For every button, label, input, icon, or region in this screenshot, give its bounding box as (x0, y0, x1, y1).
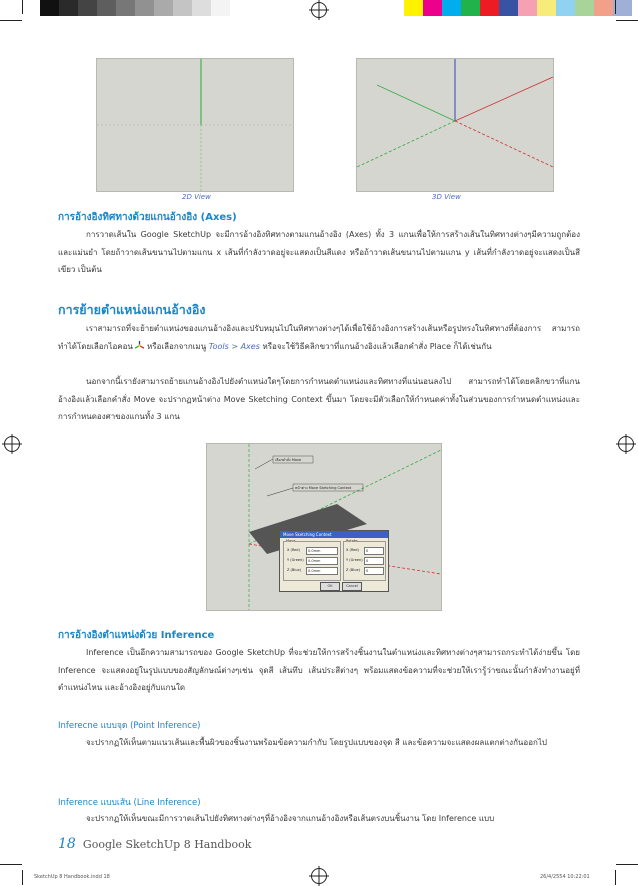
color-swatch (135, 0, 154, 16)
color-swatch (59, 0, 78, 16)
rotate-z-input[interactable]: 0 (364, 567, 384, 575)
process-color-bar (404, 0, 632, 16)
move-z-input[interactable]: 0.0mm (306, 567, 338, 575)
color-swatch (423, 0, 442, 16)
color-swatch (173, 0, 192, 16)
slug-date-info: 26/4/2554 10:22:01 (540, 874, 590, 880)
color-swatch (78, 0, 97, 16)
color-swatch (480, 0, 499, 16)
move-y-label: Y (Green) (287, 558, 304, 562)
section-heading-move-axes: การย้ายตำแหน่งแกนอ้างอิง (58, 302, 206, 317)
rotate-z-label: Z (Blue) (346, 568, 360, 572)
move-z-label: Z (Blue) (287, 568, 301, 572)
crop-mark (22, 0, 23, 14)
slug-file-info: SketchUp 8 Handbook.indd 18 (34, 874, 110, 880)
color-swatch (537, 0, 556, 16)
crop-mark (22, 870, 23, 885)
color-swatch (575, 0, 594, 16)
rotate-x-label: X (Red) (346, 548, 359, 552)
dialog-title: Move Sketching Context (280, 531, 388, 538)
move-y-input[interactable]: 0.0mm (306, 557, 338, 565)
rotate-y-input[interactable]: 0 (364, 557, 384, 565)
color-swatch (40, 0, 59, 16)
registration-mark-icon (311, 868, 327, 884)
color-swatch (97, 0, 116, 16)
grayscale-color-bar (40, 0, 230, 16)
color-swatch (594, 0, 613, 16)
section-heading-inference: การอ้างอิงตำแหน่งด้วย Inference (58, 630, 215, 641)
figure-caption-2d: 2D View (182, 193, 211, 201)
figure-2d-view (96, 58, 294, 192)
rotate-x-input[interactable]: 0 (364, 547, 384, 555)
rotate-y-label: Y (Green) (346, 558, 363, 562)
move-x-input[interactable]: 0.0mm (306, 547, 338, 555)
color-swatch (461, 0, 480, 16)
paragraph-move-axes-1: เราสามารถที่จะย้ายตำแหน่งของแกนอ้างอิงและปรับหมุนไปในทิศทางต่างๆได้เพื่อใช้อ้างอิงการสร้างเส้นหรือรูปทรงในทิศทางที่ต้องการ สามารถทำได้โดยเลือกไอคอน หรือเลือกจากเมนู Tools > Axes หรือจะใช้วิธีคลิกขวาที่แกนอ้างอิงแล้วเลือกคำสั่ง Place ก็ได้เช่นกัน (58, 324, 580, 351)
color-swatch (518, 0, 537, 16)
figure-move-sketching-context (206, 443, 442, 611)
color-swatch (211, 0, 230, 16)
crop-mark (615, 0, 616, 14)
crop-mark (615, 870, 616, 885)
color-swatch (154, 0, 173, 16)
subheading-point-inference: Inferecne แบบจุด (Point Inference) (58, 721, 201, 731)
rotate-group: Rotate X (Red) 0 Y (Green) 0 Z (Blue) 0 (343, 541, 386, 581)
crop-mark (616, 20, 638, 21)
color-swatch (116, 0, 135, 16)
paragraph-point-inference: จะปรากฏให้เห็นตามแนวเส้นและพื้นผิวของชิ้นงานพร้อมข้อความกำกับ โดยรูปแบบของจุด สี และข้อความจะแสดงผลแตกต่างกันออกไป (86, 738, 547, 747)
ok-button[interactable]: OK (320, 582, 340, 591)
menu-path-tools-axes: Tools > Axes (208, 341, 260, 351)
book-title: Google SketchUp 8 Handbook (82, 838, 252, 851)
registration-mark-icon (311, 2, 327, 18)
move-x-label: X (Red) (287, 548, 300, 552)
paragraph-inference: Inference เป็นอีกความสามารถของ Google SketchUp ที่จะช่วยให้การสร้างชิ้นงานในตำแหน่งและทิศทางต่างๆสามารถกระทำได้ง่ายขึ้น โดย Inference จะแสดงอยู่ในรูปแบบของสัญลักษณ์ต่างๆเช่น จุดสี เส้นทึบ เส้นประสีต่างๆ พร้อมแสดงข้อความที่จะช่วยให้เรารู้ว่าขณะนั้นกำลังทำงานอยู่ที่ตำแหน่งไหน และอ้างอิงอยู่กับแกนใด (58, 648, 580, 692)
figure-3d-view (356, 58, 554, 192)
color-swatch (442, 0, 461, 16)
page-number: 18 (58, 836, 76, 852)
paragraph-axes: การวาดเส้นใน Google SketchUp จะมีการอ้างอิงทิศทางตามแกนอ้างอิง (Axes) ทั้ง 3 แกนเพื่อให้การสร้างเส้นในทิศทางต่างๆมีความถูกต้องและแม่นยำ โดยถ้าวาดเส้นขนานไปตามแกน x เส้นที่กำลังวาดอยู่จะแสดงเป็นสีแดง หรือถ้าวาดเส้นขนานไปตามแกน y เส้นที่กำลังวาดอยู่จะแสดงเป็นสีเขียว เป็นต้น (58, 230, 580, 274)
crop-mark (616, 864, 638, 865)
color-swatch (499, 0, 518, 16)
color-swatch (404, 0, 423, 16)
registration-mark-icon (618, 436, 634, 452)
axes-3d-graphic (357, 59, 553, 191)
figure-caption-3d: 3D View (432, 193, 461, 201)
registration-mark-icon (4, 436, 20, 452)
section-heading-axes: การอ้างอิงทิศทางด้วยแกนอ้างอิง (Axes) (58, 212, 237, 223)
subheading-line-inference: Inference แบบเส้น (Line Inference) (58, 798, 201, 808)
page-footer (58, 833, 251, 852)
callout-move-window: หน้าต่าง Move Sketching Context (295, 486, 352, 490)
axes-2d-graphic (97, 59, 293, 191)
move-sketching-context-dialog (279, 530, 389, 592)
paragraph-move-axes-2: นอกจากนี้เรายังสามารถย้ายแกนอ้างอิงไปยังตำแหน่งใดๆโดยการกำหนดตำแหน่งและทิศทางที่แน่นอนลงไป สามารถทำได้โดยคลิกขวาที่แกนอ้างอิงแล้วเลือกคำสั่ง Move จะปรากฏหน้าต่าง Move Sketching Context ขึ้นมา โดยจะมีตัวเลือกให้กำหนดค่าทั้งในส่วนของการกำหนดตำแหน่งและการกำหนดองศาของแกนทั้ง 3 แกน (58, 377, 580, 421)
color-swatch (192, 0, 211, 16)
axes-tool-icon (135, 341, 144, 350)
color-swatch (556, 0, 575, 16)
paragraph-line-inference: จะปรากฏให้เห็นขณะมีการวาดเส้นไปยังทิศทางต่างๆที่อ้างอิงจากแกนอ้างอิงหรือเส้นตรงบนชิ้นงาน โดย Inference แบบ (86, 814, 495, 823)
callout-select-move: เลือกคำสั่ง Move (275, 458, 302, 462)
cancel-button[interactable]: Cancel (342, 582, 362, 591)
move-group: Move X (Red) 0.0mm Y (Green) 0.0mm Z (Blue) 0.0mm (283, 541, 341, 581)
crop-mark (0, 864, 22, 865)
crop-mark (0, 20, 22, 21)
